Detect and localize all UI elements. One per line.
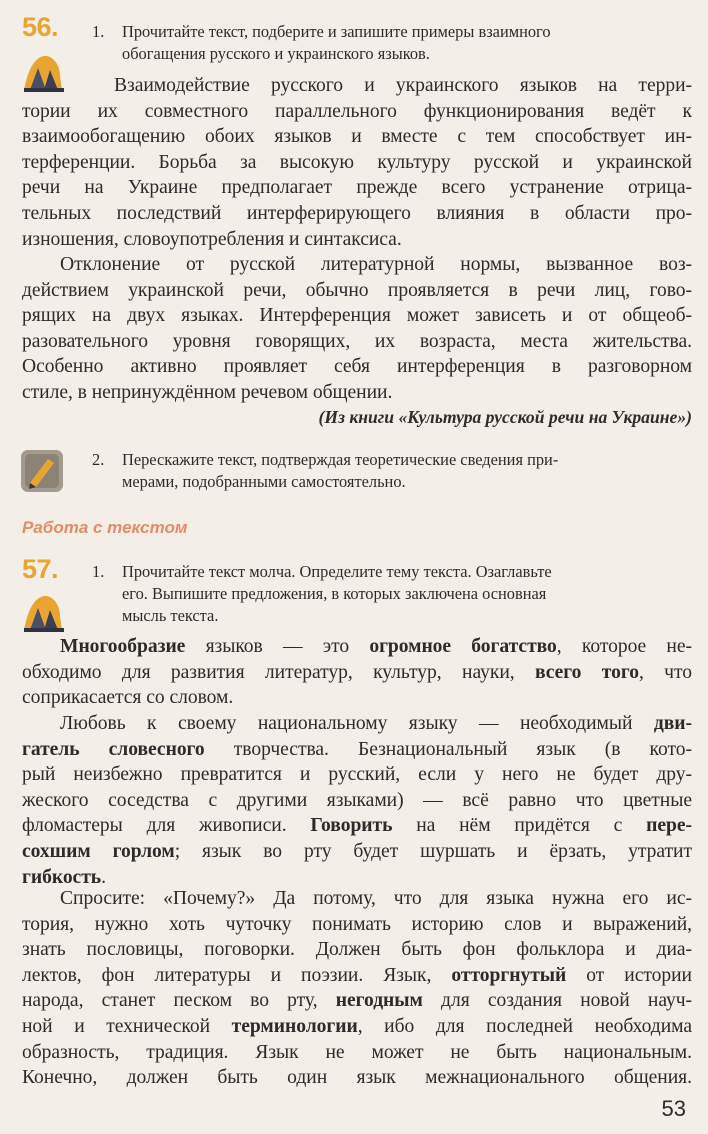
text-line: жеского соседства с другими языками) — всё равно что цветные (22, 789, 692, 811)
text-line: тории их совместного параллельного функционирования ведёт к (22, 100, 692, 122)
task56-item2 (92, 449, 692, 493)
text-line: Спросите: «Почему?» Да потому, что для языка нужна его ис- (60, 888, 692, 909)
task-number-57: 57. (22, 554, 59, 584)
paragraph-57-1 (22, 634, 692, 711)
text-line: знать пословицы, поговорки. Должен быть фон фольклора и диа- (22, 939, 692, 961)
task56-item1 (92, 21, 692, 65)
text-line: фломастеры для живописи. Говорить на нём придётся с пере- (22, 815, 692, 837)
task56-item2-line: мерами, подобранными самостоятельно. (122, 472, 406, 491)
text-line: лектов, фон литературы и поэзии. Язык, отторгнутый от истории (22, 964, 692, 986)
text-line: гибкость. (22, 866, 106, 888)
task57-item1-line: его. Выпишите предложения, в которых заключена основная (122, 584, 547, 603)
section-title: Работа с текстом (22, 518, 188, 537)
text-line: соприкасается со словом. (22, 687, 234, 709)
text-line: рящих на двух языках. Интерференция может зависеть и от общеоб- (22, 305, 692, 327)
paragraph-57-3 (22, 886, 692, 1091)
task-number-56: 56. (22, 12, 59, 42)
text-line: ной и технической терминологии, ибо для последней необходима (22, 1015, 692, 1037)
text-line: сохшим горлом; язык во рту будет шуршать и ёрзать, утратит (22, 840, 692, 862)
task56-item1-line: Прочитайте текст, подберите и запишите примеры взаимного (122, 22, 551, 41)
text-line: тория, нужно хоть чуточку понимать историю слов и выражений, (22, 913, 692, 935)
text-line: образность, традиция. Язык не может не быть национальным. (22, 1041, 692, 1063)
text-line: Особенно активно проявляет себя интерференция в разговорном (22, 356, 692, 378)
task56-item2-number: 2. (92, 450, 105, 469)
task57-item1 (92, 561, 692, 627)
text-line: Отклонение от русской литературной нормы, вызванное воз- (60, 254, 692, 275)
text-line: обходимо для развития литератур, культур, науки, всего того, что (22, 661, 692, 683)
text-line: народа, станет песком во рту, негодным для создания новой науч- (22, 990, 692, 1012)
task56-item2-line: Перескажите текст, подтверждая теоретические сведения при- (122, 450, 559, 469)
reader-icon (20, 590, 66, 634)
task57-item1-line: Прочитайте текст молча. Определите тему текста. Озаглавьте (122, 562, 552, 581)
text-line: рый неизбежно превратится и русский, если у него не будет дру- (22, 764, 692, 786)
pencil-icon (20, 449, 64, 493)
text-line: речи на Украине предполагает прежде всего устранение отрица- (22, 177, 692, 199)
paragraph-56-2 (22, 252, 692, 406)
text-line: терференции. Борьба за высокую культуру русской и украинской (22, 151, 692, 173)
text-line: разовательного уровня говорящих, их возраста, места жительства. (22, 330, 692, 352)
paragraph-57-2 (22, 711, 692, 890)
page-number: 53 (661, 1096, 686, 1121)
text-line: Взаимодействие русского и украинского языков на терри- (114, 75, 692, 96)
task56-item1-line: обогащения русского и украинского языков. (122, 44, 430, 63)
text-line: взаимообогащению обоих языков и вместе с тем способствует ин- (22, 126, 692, 148)
text-line: гатель словесного творчества. Безнациональный язык (в кото- (22, 738, 692, 760)
text-line: Многообразие языков — это огромное богатство, которое не- (60, 636, 692, 657)
task56-item1-number: 1. (92, 22, 105, 41)
text-line: Конечно, должен быть один язык межнационального общения. (22, 1067, 692, 1089)
paragraph-56-1 (22, 73, 692, 252)
text-line: стиле, в непринуждённом речевом общении. (22, 381, 393, 403)
text-line: изношения, словоупотребления и синтаксиса. (22, 228, 402, 250)
text-line: действием украинской речи, обычно проявляется в речи лиц, гово- (22, 279, 692, 301)
text-line: тельных последствий интерферирующего влияния в области про- (22, 202, 692, 224)
task57-item1-number: 1. (92, 562, 105, 581)
text-line: Любовь к своему национальному языку — необходимый дви- (60, 713, 692, 734)
task57-item1-line: мысль текста. (122, 606, 219, 625)
source-citation: (Из книги «Культура русской речи на Украине») (318, 407, 692, 427)
